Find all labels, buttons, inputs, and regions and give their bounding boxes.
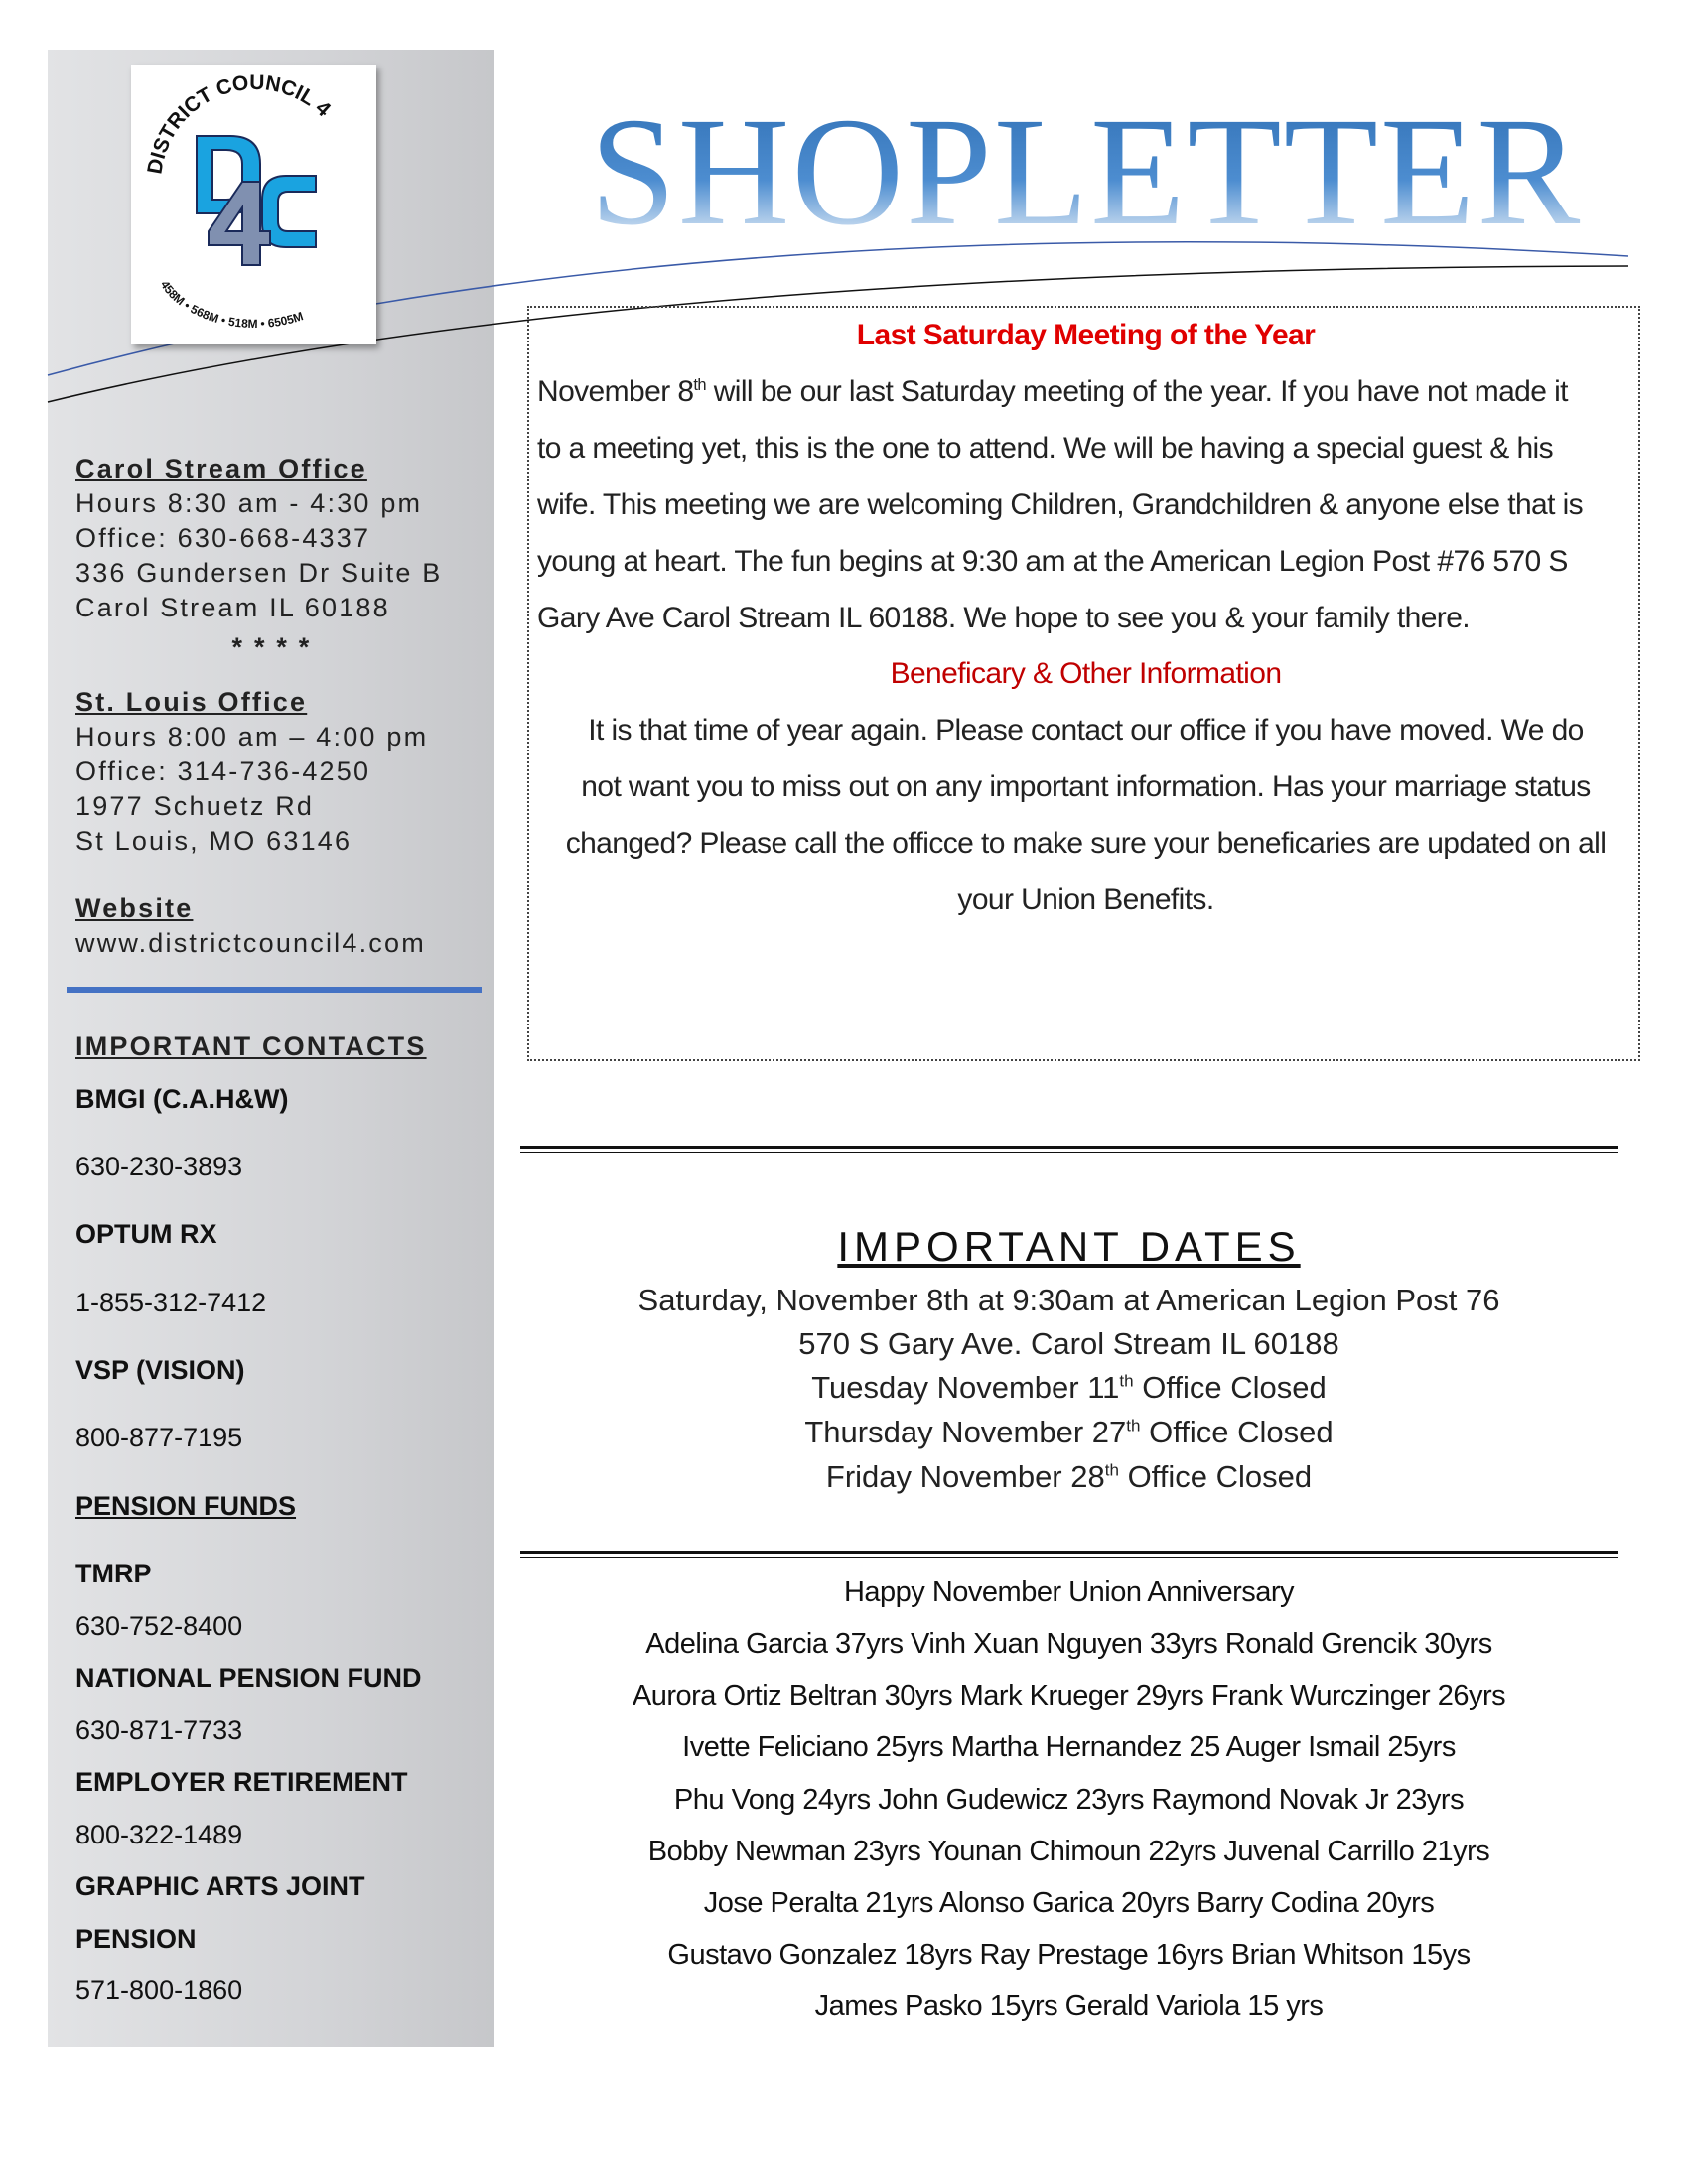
st-louis-hours: Hours 8:00 am – 4:00 pm (75, 722, 429, 751)
text: Office Closed (1118, 1459, 1313, 1494)
website-heading: Website (75, 893, 194, 923)
text: Office Closed (1133, 1370, 1327, 1405)
meeting-line: wife. This meeting we are welcoming Children, Grandchildren & anyone else that is (537, 488, 1584, 521)
carol-stream-phone: Office: 630-668-4337 (75, 523, 371, 553)
st-louis-heading: St. Louis Office (75, 687, 308, 717)
logo-bottom-text: 458M • 568M • 518M • 6505M (157, 278, 306, 332)
contact-line: PENSION (75, 1924, 197, 1954)
district-council-4-logo (131, 65, 376, 344)
double-divider (520, 1146, 1618, 1153)
superscript: th (1104, 1460, 1119, 1480)
text: Friday November 28 (825, 1459, 1105, 1494)
contact-line: 630-230-3893 (75, 1152, 243, 1181)
meeting-heading: Last Saturday Meeting of the Year (856, 319, 1316, 351)
carol-stream-city: Carol Stream IL 60188 (75, 593, 390, 622)
anniversary-line: Adelina Garcia 37yrs Vinh Xuan Nguyen 33yrs Ronald Grencik 30yrs (645, 1628, 1492, 1660)
sidebar-divider (67, 987, 482, 993)
website-section (75, 891, 426, 961)
logo-monogram (197, 136, 316, 265)
st-louis-address: 1977 Schuetz Rd (75, 791, 315, 821)
text: will be our last Saturday meeting of the year. If you have not made it (705, 375, 1568, 408)
anniversary-line: Bobby Newman 23yrs Younan Chimoun 22yrs Juvenal Carrillo 21yrs (647, 1835, 1490, 1867)
anniversary-line: James Pasko 15yrs Gerald Variola 15 yrs (814, 1990, 1324, 2023)
contact-line: NATIONAL PENSION FUND (75, 1663, 422, 1693)
contact-line: 800-877-7195 (75, 1423, 243, 1452)
logo-top-text: DISTRICT COUNCIL 4 (143, 70, 336, 176)
text: Tuesday November 11 (811, 1370, 1120, 1405)
contact-line: 800-322-1489 (75, 1820, 243, 1849)
contact-line: TMRP (75, 1559, 152, 1588)
date-line: Saturday, November 8th at 9:30am at American Legion Post 76 (637, 1283, 1500, 1317)
contact-line: EMPLOYER RETIREMENT (75, 1767, 408, 1797)
st-louis-office (75, 685, 428, 859)
carol-stream-address: 336 Gundersen Dr Suite B (75, 558, 443, 588)
text: Thursday November 27 (804, 1415, 1127, 1449)
anniversary-line: Gustavo Gonzalez 18yrs Ray Prestage 16yrs Brian Whitson 15ys (667, 1939, 1471, 1972)
newsletter-title: SHOPLETTER (590, 85, 1583, 257)
anniversary-line: Phu Vong 24yrs John Gudewicz 23yrs Raymond Novak Jr 23yrs (673, 1783, 1465, 1816)
contact-line: 630-871-7733 (75, 1715, 243, 1745)
contact-line: PENSION FUNDS (75, 1491, 297, 1521)
anniversary-heading: Happy November Union Anniversary (843, 1576, 1295, 1608)
separator-stars: * * * * (231, 632, 312, 662)
contact-line: GRAPHIC ARTS JOINT (75, 1871, 365, 1901)
meeting-line: Gary Ave Carol Stream IL 60188. We hope to see you & your family there. (537, 602, 1471, 634)
anniversary-line: Jose Peralta 21yrs Alonso Garica 20yrs Barry Codina 20yrs (703, 1887, 1435, 1919)
st-louis-city: St Louis, MO 63146 (75, 826, 352, 856)
beneficiary-heading: Beneficary & Other Information (890, 657, 1282, 690)
beneficiary-line: changed? Please call the officce to make sure your beneficaries are updated on all (565, 827, 1607, 860)
date-line (520, 1457, 1618, 1497)
carol-stream-office (75, 452, 442, 625)
contact-line: 1-855-312-7412 (75, 1288, 267, 1317)
beneficiary-line: your Union Benefits. (957, 884, 1214, 916)
date-line: 570 S Gary Ave. Carol Stream IL 60188 (798, 1326, 1339, 1361)
meeting-line: to a meeting yet, this is the one to attend. We will be having a special guest & his (537, 432, 1553, 465)
anniversary-line: Ivette Feliciano 25yrs Martha Hernandez 25 Auger Ismail 25yrs (682, 1731, 1456, 1764)
beneficiary-line: not want you to miss out on any important information. Has your marriage status (581, 770, 1591, 803)
superscript: th (1119, 1371, 1134, 1391)
carol-stream-heading: Carol Stream Office (75, 454, 367, 483)
carol-stream-hours: Hours 8:30 am - 4:30 pm (75, 488, 423, 518)
double-divider (520, 1551, 1618, 1558)
text: November 8 (537, 375, 694, 408)
st-louis-phone: Office: 314-736-4250 (75, 756, 371, 786)
date-line (520, 1413, 1618, 1452)
anniversary-line: Aurora Ortiz Beltran 30yrs Mark Krueger 29yrs Frank Wurczinger 26yrs (632, 1680, 1506, 1712)
meeting-line (537, 372, 1634, 412)
contact-line: OPTUM RX (75, 1219, 217, 1249)
contact-line: BMGI (C.A.H&W) (75, 1084, 289, 1114)
text: Office Closed (1140, 1415, 1334, 1449)
superscript: th (1126, 1416, 1141, 1435)
contact-line: VSP (VISION) (75, 1355, 245, 1385)
beneficiary-line: It is that time of year again. Please contact our office if you have moved. We do (588, 714, 1584, 747)
important-dates-heading: IMPORTANT DATES (837, 1223, 1301, 1270)
meeting-line: young at heart. The fun begins at 9:30 am at the American Legion Post #76 570 S (537, 545, 1568, 578)
date-line (520, 1368, 1618, 1408)
superscript: th (693, 376, 706, 394)
website-link[interactable]: www.districtcouncil4.com (75, 928, 426, 958)
contact-line: 630-752-8400 (75, 1611, 243, 1641)
important-contacts-heading: IMPORTANT CONTACTS (75, 1031, 427, 1061)
contact-line: 571-800-1860 (75, 1976, 243, 2005)
